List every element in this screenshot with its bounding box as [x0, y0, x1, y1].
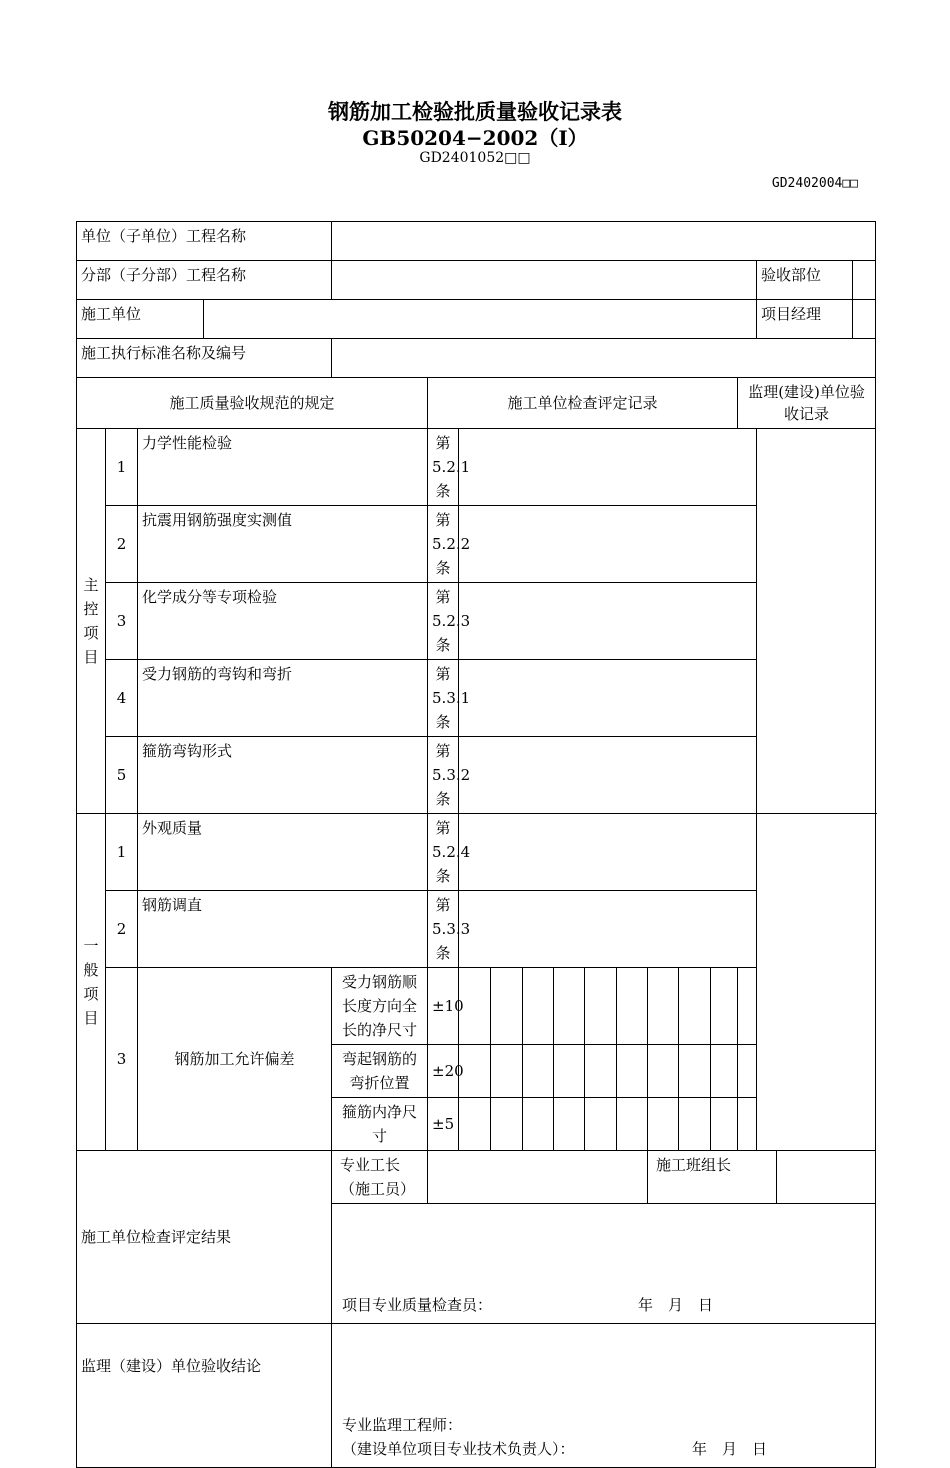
main-item-name: 受力钢筋的弯钩和弯折 [138, 660, 428, 737]
measure-cell[interactable] [554, 968, 585, 1045]
measure-cell[interactable] [679, 968, 711, 1045]
general-item-check[interactable] [459, 814, 757, 891]
main-item-name: 箍筋弯钩形式 [138, 737, 428, 814]
tolerance-row-value: ±20 [428, 1045, 459, 1098]
supervisor-date: 年 月 日 [692, 1440, 768, 1458]
foreman-value[interactable] [428, 1151, 648, 1204]
tolerance-row-name: 箍筋内净尺寸 [332, 1098, 428, 1151]
main-item-check[interactable] [459, 660, 757, 737]
project-manager-label: 项目经理 [757, 300, 853, 339]
general-item-clause: 第 5.2.4 条 [428, 814, 459, 891]
general-item-name: 外观质量 [138, 814, 428, 891]
measure-cell[interactable] [523, 1098, 554, 1151]
main-item-check[interactable] [459, 506, 757, 583]
sub-project-label: 分部（子分部）工程名称 [77, 261, 332, 300]
unit-project-label: 单位（子单位）工程名称 [77, 222, 332, 261]
measure-cell[interactable] [648, 968, 679, 1045]
measure-cell[interactable] [617, 968, 648, 1045]
measure-cell[interactable] [523, 1045, 554, 1098]
measure-cell[interactable] [711, 1098, 738, 1151]
acceptance-part-label: 验收部位 [757, 261, 853, 300]
tolerance-name: 钢筋加工允许偏差 [138, 968, 332, 1151]
measure-cell[interactable] [679, 1045, 711, 1098]
general-items-supervise[interactable] [757, 814, 876, 1151]
measure-cell[interactable] [679, 1098, 711, 1151]
measure-cell[interactable] [459, 1098, 491, 1151]
foreman-label: 专业工长（施工员） [332, 1151, 428, 1204]
general-items-group-label: 一般项目 [77, 814, 106, 1151]
standard-label: 施工执行标准名称及编号 [77, 339, 332, 378]
measure-cell[interactable] [648, 1045, 679, 1098]
inspector-date: 年 月 日 [638, 1296, 714, 1314]
main-item-no: 4 [106, 660, 138, 737]
tolerance-row-name: 弯起钢筋的弯折位置 [332, 1045, 428, 1098]
result-signature-area[interactable] [332, 1204, 876, 1324]
measure-cell[interactable] [585, 1098, 617, 1151]
tolerance-no: 3 [106, 968, 138, 1151]
form-code-2: GD2402004□□ [771, 176, 858, 191]
supervision-label: 监理（建设）单位验收结论 [77, 1324, 332, 1468]
form-code-1: GD2401052□□ [419, 150, 531, 166]
measure-cell[interactable] [523, 968, 554, 1045]
form-title: 钢筋加工检验批质量验收记录表 [328, 100, 622, 124]
main-item-check[interactable] [459, 737, 757, 814]
general-item-no: 1 [106, 814, 138, 891]
acceptance-part-value[interactable] [853, 261, 876, 300]
measure-cell[interactable] [711, 968, 738, 1045]
main-items-group-label: 主控项目 [77, 429, 106, 814]
supervision-signature-area[interactable] [332, 1324, 876, 1468]
main-item-name: 抗震用钢筋强度实测值 [138, 506, 428, 583]
measure-cell[interactable] [491, 1098, 523, 1151]
main-item-clause: 第 5.3.2 条 [428, 737, 459, 814]
main-item-no: 3 [106, 583, 138, 660]
general-item-no: 2 [106, 891, 138, 968]
measure-cell[interactable] [585, 968, 617, 1045]
main-item-clause: 第 5.2.2 条 [428, 506, 459, 583]
tolerance-row-value: ±5 [428, 1098, 459, 1151]
team-leader-label: 施工班组长 [648, 1151, 777, 1204]
inspector-line: 项目专业质量检查员： [342, 1296, 493, 1314]
main-item-name: 化学成分等专项检验 [138, 583, 428, 660]
measure-cell[interactable] [554, 1098, 585, 1151]
tolerance-row-name: 受力钢筋顺长度方向全长的净尺寸 [332, 968, 428, 1045]
measure-cell[interactable] [491, 968, 523, 1045]
tolerance-row-value: ±10 [428, 968, 459, 1045]
measure-cell[interactable] [585, 1045, 617, 1098]
sub-project-value[interactable] [332, 261, 757, 300]
main-item-clause: 第 5.3.1 条 [428, 660, 459, 737]
supervisor-line-2: （建设单位项目专业技术负责人）： [342, 1440, 575, 1458]
standard-code: GB50204−2002（Ⅰ） [362, 126, 588, 150]
measure-cell[interactable] [617, 1098, 648, 1151]
general-item-name: 钢筋调直 [138, 891, 428, 968]
measure-cell[interactable] [738, 1098, 757, 1151]
check-header: 施工单位检查评定记录 [428, 378, 738, 429]
main-item-check[interactable] [459, 583, 757, 660]
measure-cell[interactable] [738, 1045, 757, 1098]
main-items-supervise[interactable] [757, 429, 876, 814]
inspection-record-table [76, 221, 876, 1468]
standard-value[interactable] [332, 339, 876, 378]
measure-cell[interactable] [648, 1098, 679, 1151]
spec-header: 施工质量验收规范的规定 [77, 378, 428, 429]
measure-cell[interactable] [554, 1045, 585, 1098]
measure-cell[interactable] [711, 1045, 738, 1098]
main-item-no: 2 [106, 506, 138, 583]
measure-cell[interactable] [738, 968, 757, 1045]
construction-unit-label: 施工单位 [77, 300, 204, 339]
unit-project-value[interactable] [332, 222, 876, 261]
main-item-no: 5 [106, 737, 138, 814]
project-manager-value[interactable] [853, 300, 876, 339]
measure-cell[interactable] [491, 1045, 523, 1098]
main-item-clause: 第 5.2.3 条 [428, 583, 459, 660]
result-label: 施工单位检查评定结果 [77, 1151, 332, 1324]
general-item-check[interactable] [459, 891, 757, 968]
main-item-clause: 第 5.2.1 条 [428, 429, 459, 506]
supervisor-line-1: 专业监理工程师： [342, 1416, 463, 1434]
team-leader-value[interactable] [777, 1151, 876, 1204]
measure-cell[interactable] [617, 1045, 648, 1098]
main-item-check[interactable] [459, 429, 757, 506]
general-item-clause: 第 5.3.3 条 [428, 891, 459, 968]
supervise-header: 监理(建设)单位验收记录 [738, 378, 876, 429]
main-item-no: 1 [106, 429, 138, 506]
main-item-name: 力学性能检验 [138, 429, 428, 506]
construction-unit-value[interactable] [204, 300, 757, 339]
